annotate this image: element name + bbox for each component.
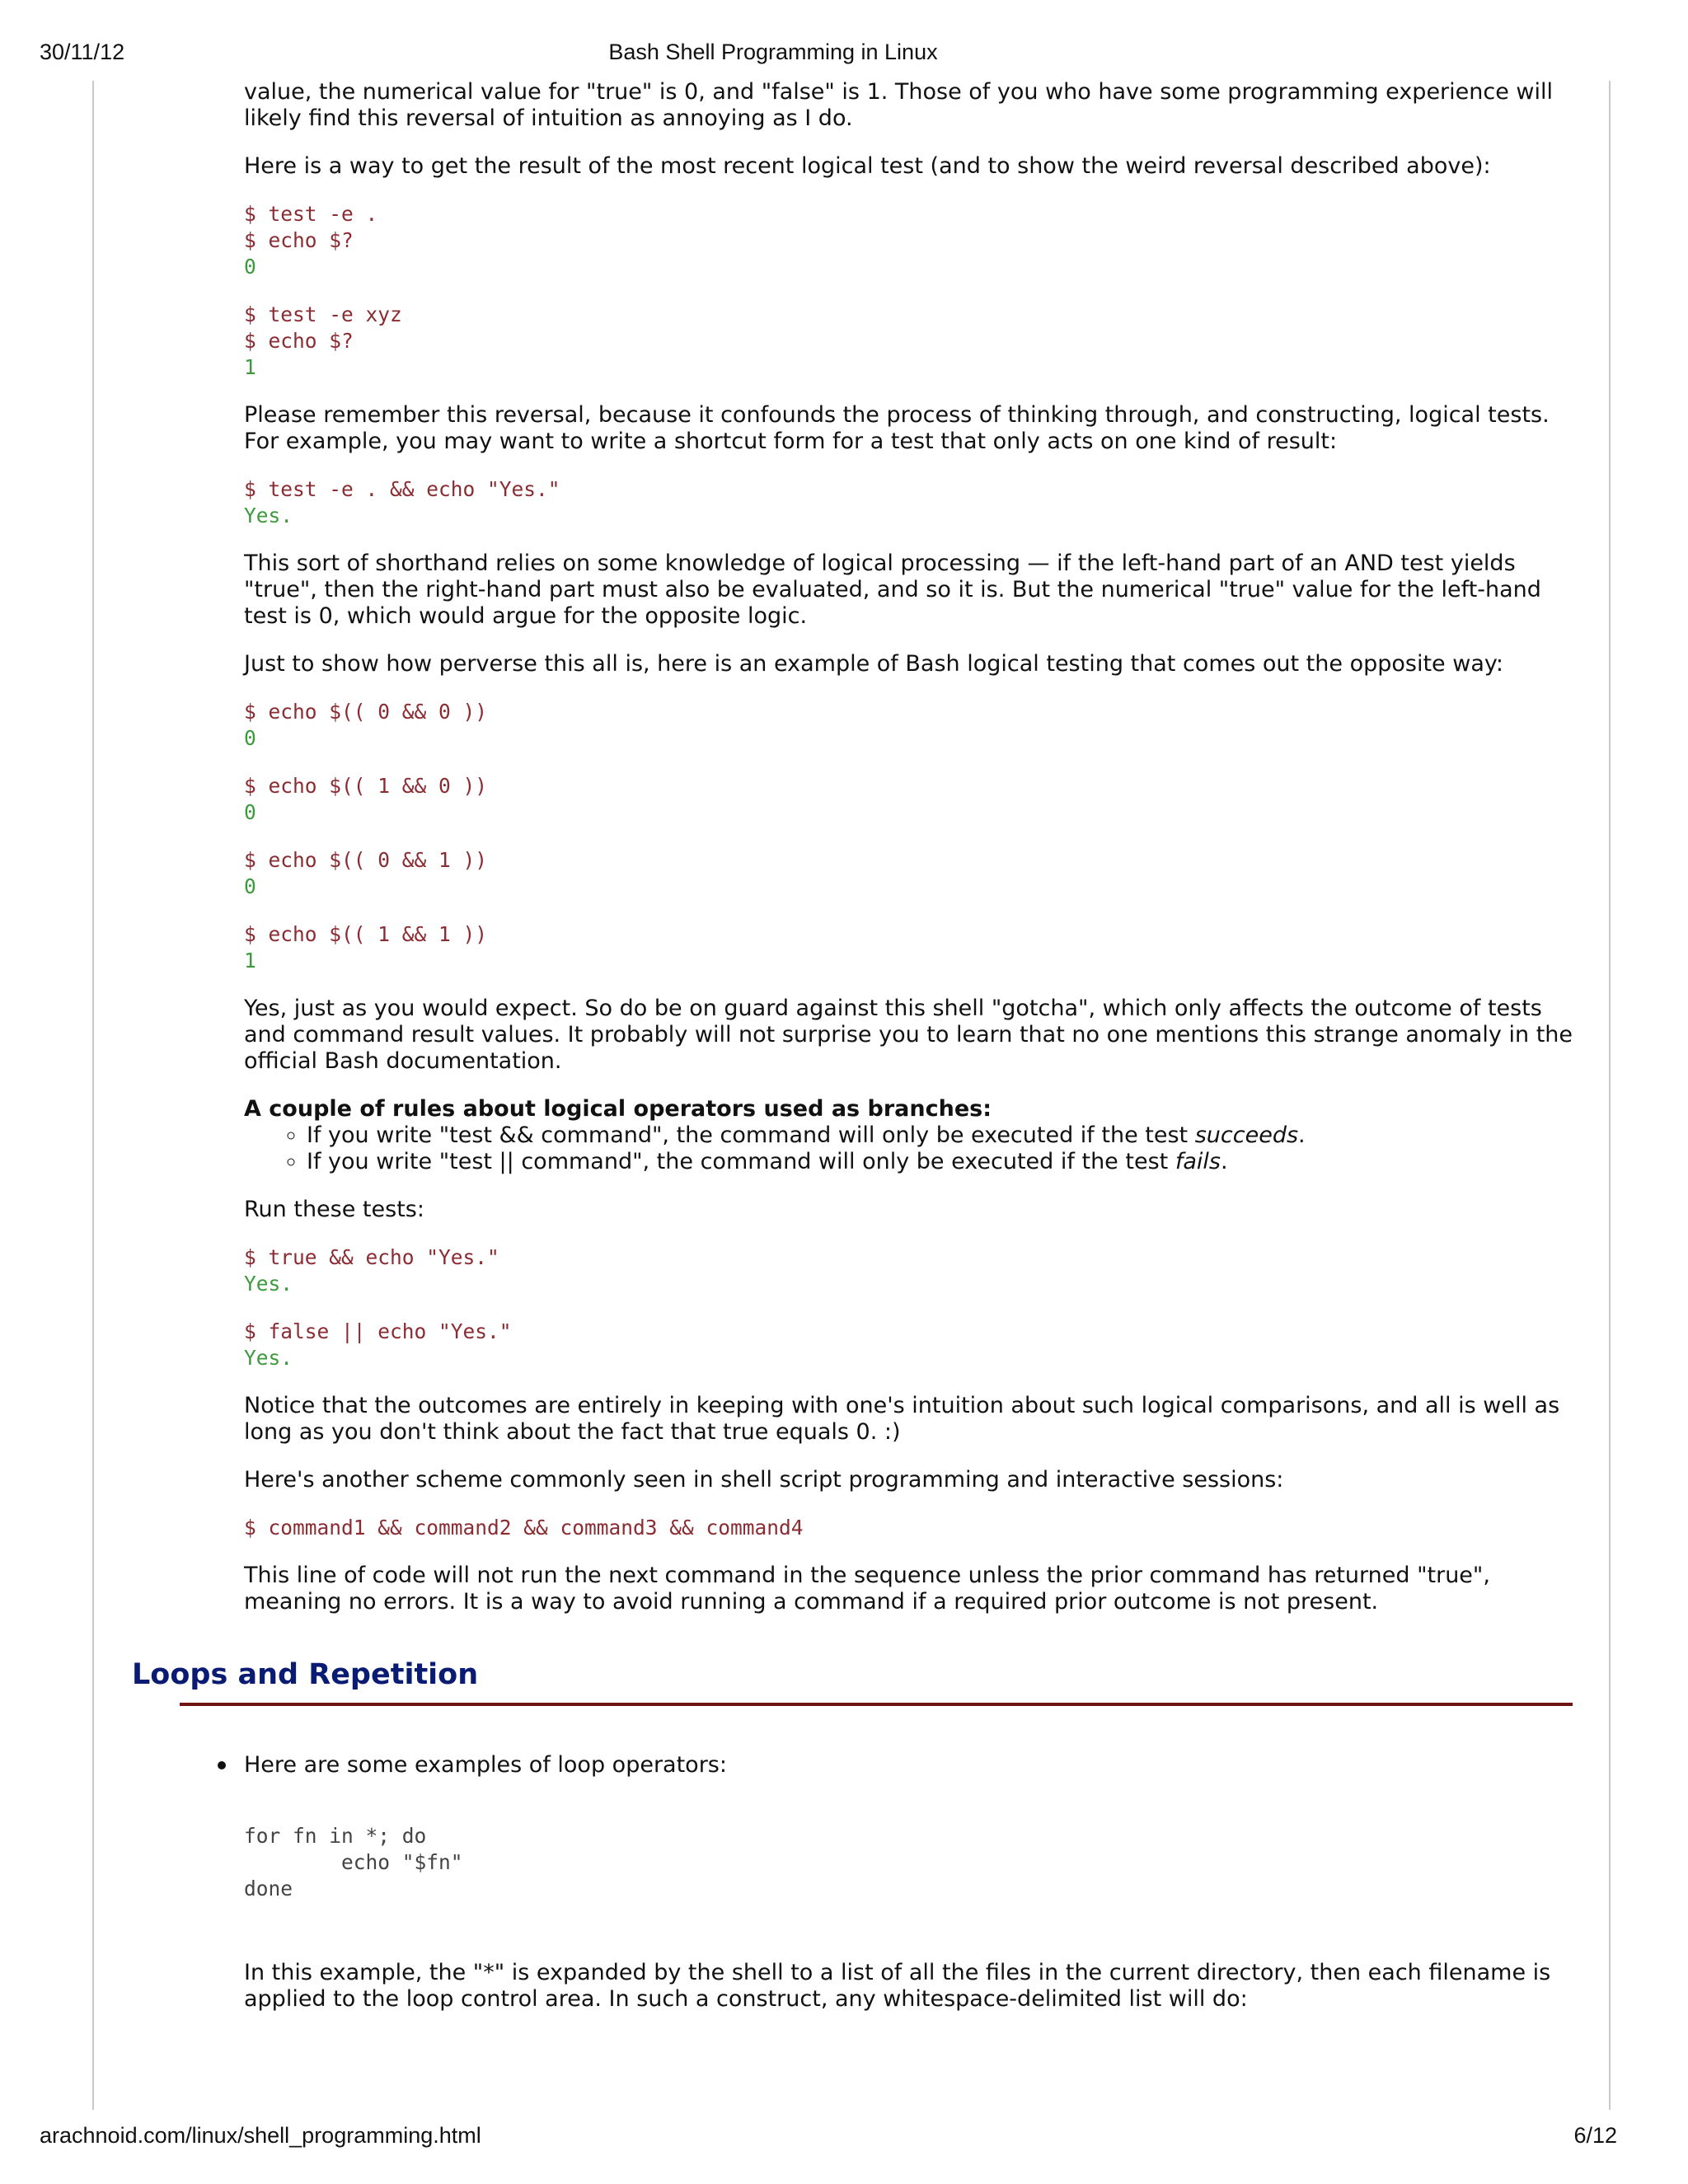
list-item xyxy=(307,1122,1579,1149)
paragraph: In this example, the "*" is expanded by the shell to a list of all the files in the current directory, then each filename is applied to the loop control area. In such a construct, any whitespace-delimited list will do: xyxy=(244,1960,1551,2012)
left-border-line xyxy=(92,81,94,2110)
code-block xyxy=(244,201,1579,280)
paragraph: Please remember this reversal, because it confounds the process of thinking through, and constructing, logical tests. For example, you may want to write a shortcut form for a test that only acts on one kind of result: xyxy=(244,402,1550,454)
code-block xyxy=(244,1515,1579,1541)
code-block xyxy=(244,1823,1579,1902)
print-date: 30/11/12 xyxy=(40,40,125,64)
bullet-list xyxy=(244,1752,1579,1779)
rule-end: . xyxy=(1298,1122,1306,1148)
code-command: $ command1 && command2 && command3 && command4 xyxy=(244,1516,804,1540)
paragraph: This sort of shorthand relies on some knowledge of logical processing — if the left-hand part of an AND test yields "true", then the right-hand part must also be evaluated, and so it is. But the numerical "true" value for the left-hand test is 0, which would argue for the opposite logic. xyxy=(244,551,1541,629)
section-heading: Loops and Repetition xyxy=(132,1658,479,1691)
paragraph: Run these tests: xyxy=(244,1197,424,1222)
paragraph: value, the numerical value for "true" is 0, and "false" is 1. Those of you who have some programming experience will likely find this reversal of intuition as annoying as I do. xyxy=(244,79,1554,131)
page-url: arachnoid.com/linux/shell_programming.html xyxy=(40,2123,481,2148)
code-command: $ echo $? xyxy=(244,329,354,353)
code-output: Yes. xyxy=(244,504,293,527)
code-command: $ echo $(( 0 && 1 )) xyxy=(244,848,488,872)
code-output: Yes. xyxy=(244,1272,293,1296)
code-command: $ echo $(( 0 && 0 )) xyxy=(244,700,488,724)
rules-list xyxy=(244,1122,1579,1175)
code-block xyxy=(244,921,1579,974)
paragraph: Here's another scheme commonly seen in shell script programming and interactive sessions: xyxy=(244,1467,1284,1493)
article-body xyxy=(244,79,1579,1637)
code-output: 0 xyxy=(244,800,256,824)
code-command: $ test -e xyz xyxy=(244,302,402,326)
rule-emphasis: fails xyxy=(1175,1149,1221,1174)
code-command: $ test -e . xyxy=(244,202,378,226)
code-block xyxy=(244,847,1579,900)
bullet-text: Here are some examples of loop operators: xyxy=(244,1752,727,1778)
bullet-icon xyxy=(218,1761,226,1769)
page-title: Bash Shell Programming in Linux xyxy=(608,40,938,64)
paragraph: This line of code will not run the next command in the sequence unless the prior command has returned "true", meaning no errors. It is a way to avoid running a command if a required prior outcome is not present. xyxy=(244,1563,1490,1615)
print-footer xyxy=(0,2123,1688,2156)
right-border-line xyxy=(1609,81,1611,2110)
section-divider xyxy=(180,1703,1573,1706)
rule-end: . xyxy=(1220,1149,1228,1174)
code-output: 0 xyxy=(244,255,256,279)
code-line: for fn in *; do xyxy=(244,1824,427,1848)
code-command: $ true && echo "Yes." xyxy=(244,1245,499,1269)
list-item xyxy=(244,1752,1579,1779)
code-output: 0 xyxy=(244,726,256,750)
section-body xyxy=(244,1752,1579,2034)
paragraph: Just to show how perverse this all is, here is an example of Bash logical testing that comes out the opposite way: xyxy=(244,651,1503,677)
code-block xyxy=(244,1319,1579,1371)
code-output: 1 xyxy=(244,949,256,972)
code-output: 0 xyxy=(244,874,256,898)
code-command: $ echo $? xyxy=(244,228,354,252)
code-command: $ test -e . && echo "Yes." xyxy=(244,477,560,501)
code-command: $ false || echo "Yes." xyxy=(244,1319,512,1343)
code-command: $ echo $(( 1 && 1 )) xyxy=(244,922,488,946)
print-header xyxy=(0,40,1688,73)
rule-text: If you write "test || command", the command will only be executed if the test xyxy=(307,1149,1175,1174)
code-block xyxy=(244,302,1579,381)
rule-emphasis: succeeds xyxy=(1194,1122,1299,1148)
code-block xyxy=(244,699,1579,752)
code-line: echo "$fn" xyxy=(244,1850,463,1874)
paragraph: Notice that the outcomes are entirely in keeping with one's intuition about such logical comparisons, and all is well as long as you don't think about the fact that true equals 0. :) xyxy=(244,1393,1560,1445)
paragraph: Yes, just as you would expect. So do be on guard against this shell "gotcha", which only affects the outcome of tests and command result values. It probably will not surprise you to learn that no one mentions this strange anomaly in the official Bash documentation. xyxy=(244,996,1573,1074)
code-line: done xyxy=(244,1877,293,1900)
code-block xyxy=(244,476,1579,529)
list-item xyxy=(307,1149,1579,1175)
rules-heading: A couple of rules about logical operators used as branches: xyxy=(244,1096,992,1122)
code-output: Yes. xyxy=(244,1346,293,1370)
rule-text: If you write "test && command", the command will only be executed if the test xyxy=(307,1122,1195,1148)
paragraph: Here is a way to get the result of the most recent logical test (and to show the weird reversal described above): xyxy=(244,153,1491,179)
code-block xyxy=(244,773,1579,826)
code-command: $ echo $(( 1 && 0 )) xyxy=(244,774,488,798)
page-number: 6/12 xyxy=(1573,2123,1617,2148)
code-output: 1 xyxy=(244,355,256,379)
code-block xyxy=(244,1244,1579,1297)
